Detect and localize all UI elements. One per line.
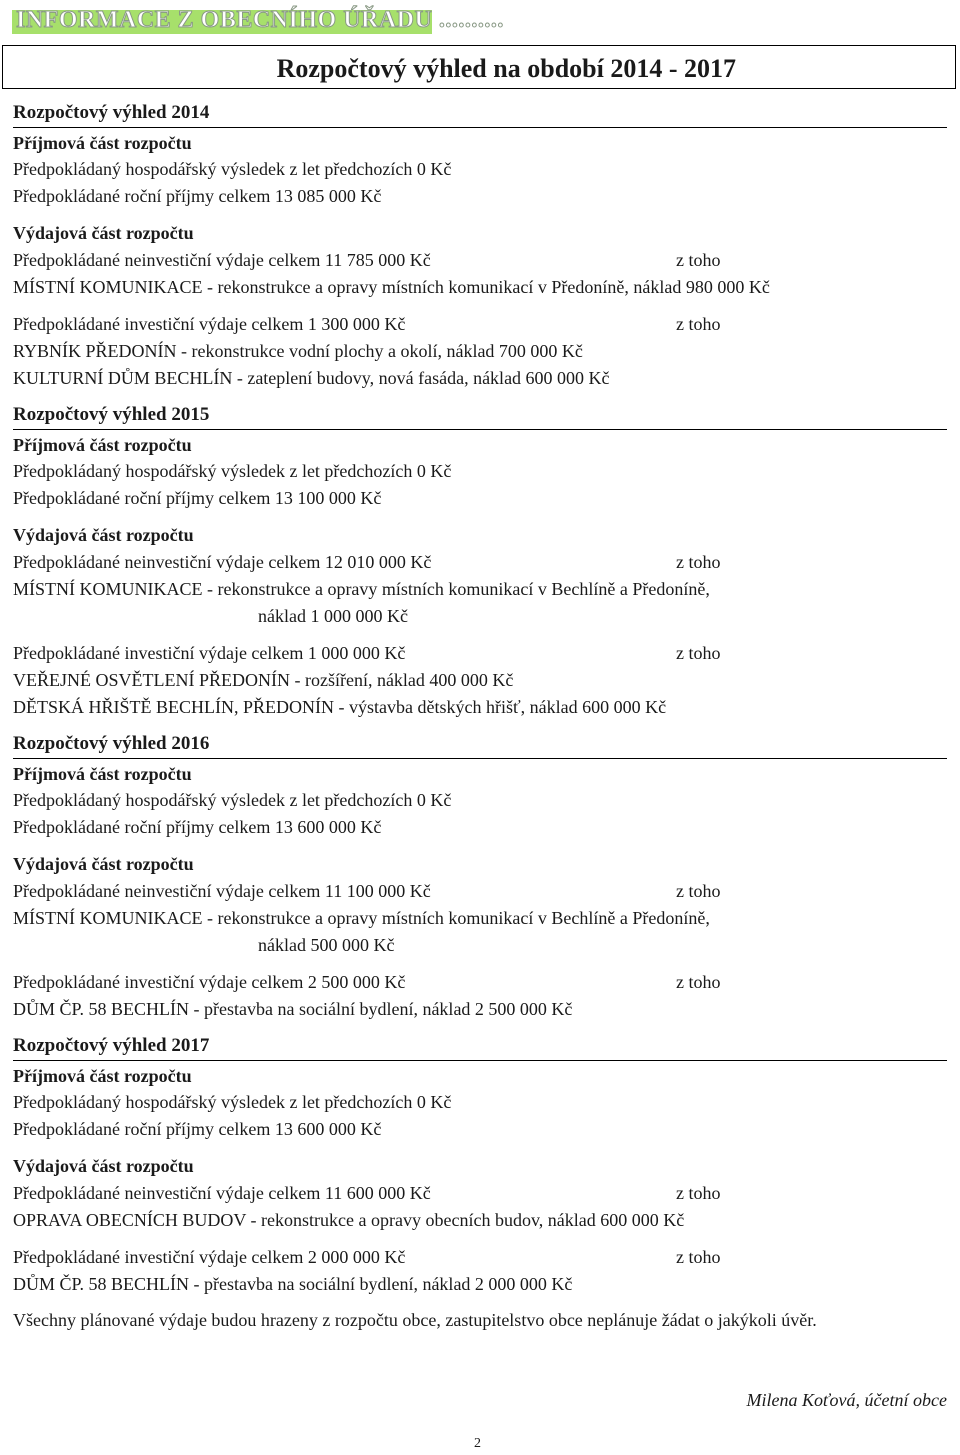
noninvest-total-row [13, 1180, 947, 1207]
year-section-2014 [13, 99, 947, 392]
noninvest-total-row [13, 878, 947, 905]
expense-section-heading: Výdajová část rozpočtu [13, 525, 194, 545]
invest-item: KULTURNÍ DŮM BECHLÍN - zateplení budovy, nová fasáda, náklad 600 000 Kč [13, 368, 610, 388]
noninvest-item-continued: náklad 500 000 Kč [258, 935, 395, 955]
income-annual-total: Předpokládané roční příjmy celkem 13 085 000 Kč [13, 186, 382, 206]
of-which-label: z toho [676, 881, 721, 901]
noninvest-item: MÍSTNÍ KOMUNIKACE - rekonstrukce a opravy místních komunikací v Bechlíně a Předoníně, [13, 579, 710, 599]
invest-total-row [13, 1244, 947, 1271]
of-which-label: z toho [676, 1247, 721, 1267]
income-section-heading: Příjmová část rozpočtu [13, 1060, 947, 1089]
noninvest-total-row [13, 549, 947, 576]
of-which-label: z toho [676, 643, 721, 663]
expense-section-heading: Výdajová část rozpočtu [13, 223, 194, 243]
income-annual-total: Předpokládané roční příjmy celkem 13 600 000 Kč [13, 1119, 382, 1139]
expense-section-heading: Výdajová část rozpočtu [13, 854, 194, 874]
income-annual-total: Předpokládané roční příjmy celkem 13 600 000 Kč [13, 817, 382, 837]
page-number: 2 [474, 1436, 481, 1451]
noninvest-item-continued: náklad 1 000 000 Kč [258, 606, 408, 626]
noninvest-total: Předpokládané neinvestiční výdaje celkem 12 010 000 Kč [13, 552, 432, 572]
year-heading: Rozpočtový výhled 2014 [13, 102, 210, 123]
budget-content [13, 99, 947, 1334]
invest-total-row [13, 311, 947, 338]
invest-item: DŮM ČP. 58 BECHLÍN - přestavba na sociální bydlení, náklad 2 500 000 Kč [13, 999, 573, 1019]
signature: Milena Koťová, účetní obce [746, 1390, 947, 1410]
noninvest-item: MÍSTNÍ KOMUNIKACE - rekonstrukce a opravy místních komunikací v Bechlíně a Předoníně, [13, 908, 710, 928]
of-which-label: z toho [676, 552, 721, 572]
noninvest-total-row [13, 247, 947, 274]
year-section-2017 [13, 1032, 947, 1298]
page-title: Rozpočtový výhled na období 2014 - 2017 [276, 54, 736, 83]
income-section-heading: Příjmová část rozpočtu [13, 429, 947, 458]
noninvest-item: OPRAVA OBECNÍCH BUDOV - rekonstrukce a opravy obecních budov, náklad 600 000 Kč [13, 1210, 685, 1230]
of-which-label: z toho [676, 972, 721, 992]
income-annual-total: Předpokládané roční příjmy celkem 13 100 000 Kč [13, 488, 382, 508]
income-previous-result: Předpokládaný hospodářský výsledek z let předchozích 0 Kč [13, 790, 452, 810]
of-which-label: z toho [676, 250, 721, 270]
noninvest-total: Předpokládané neinvestiční výdaje celkem 11 785 000 Kč [13, 250, 431, 270]
noninvest-total: Předpokládané neinvestiční výdaje celkem 11 100 000 Kč [13, 881, 431, 901]
banner-title: INFORMACE Z OBECNÍHO ÚŘADU .......... [16, 7, 504, 33]
year-section-2015 [13, 401, 947, 721]
invest-item: RYBNÍK PŘEDONÍN - rekonstrukce vodní plochy a okolí, náklad 700 000 Kč [13, 341, 583, 361]
income-section-heading: Příjmová část rozpočtu [13, 127, 947, 156]
year-heading: Rozpočtový výhled 2016 [13, 733, 210, 754]
expense-section-heading: Výdajová část rozpočtu [13, 1156, 194, 1176]
closing-statement: Všechny plánované výdaje budou hrazeny z rozpočtu obce, zastupitelstvo obce neplánuje žádat o jakýkoli úvěr. [13, 1310, 817, 1330]
invest-total: Předpokládané investiční výdaje celkem 2 000 000 Kč [13, 1247, 406, 1267]
noninvest-item: MÍSTNÍ KOMUNIKACE - rekonstrukce a opravy místních komunikací v Předoníně, náklad 980 000 Kč [13, 277, 770, 297]
income-previous-result: Předpokládaný hospodářský výsledek z let předchozích 0 Kč [13, 461, 452, 481]
year-heading: Rozpočtový výhled 2015 [13, 404, 210, 425]
noninvest-total: Předpokládané neinvestiční výdaje celkem 11 600 000 Kč [13, 1183, 431, 1203]
invest-item: DĚTSKÁ HŘIŠTĚ BECHLÍN, PŘEDONÍN - výstavba dětských hřišť, náklad 600 000 Kč [13, 697, 667, 717]
income-previous-result: Předpokládaný hospodářský výsledek z let předchozích 0 Kč [13, 1092, 452, 1112]
year-section-2016 [13, 730, 947, 1023]
invest-item: DŮM ČP. 58 BECHLÍN - přestavba na sociální bydlení, náklad 2 000 000 Kč [13, 1274, 573, 1294]
invest-total-row [13, 640, 947, 667]
invest-total: Předpokládané investiční výdaje celkem 2 500 000 Kč [13, 972, 406, 992]
invest-total-row [13, 969, 947, 996]
invest-total: Předpokládané investiční výdaje celkem 1 300 000 Kč [13, 314, 406, 334]
invest-total: Předpokládané investiční výdaje celkem 1 000 000 Kč [13, 643, 406, 663]
year-heading: Rozpočtový výhled 2017 [13, 1035, 210, 1056]
of-which-label: z toho [676, 314, 721, 334]
of-which-label: z toho [676, 1183, 721, 1203]
invest-item: VEŘEJNÉ OSVĚTLENÍ PŘEDONÍN - rozšíření, náklad 400 000 Kč [13, 670, 514, 690]
income-previous-result: Předpokládaný hospodářský výsledek z let předchozích 0 Kč [13, 159, 452, 179]
income-section-heading: Příjmová část rozpočtu [13, 758, 947, 787]
